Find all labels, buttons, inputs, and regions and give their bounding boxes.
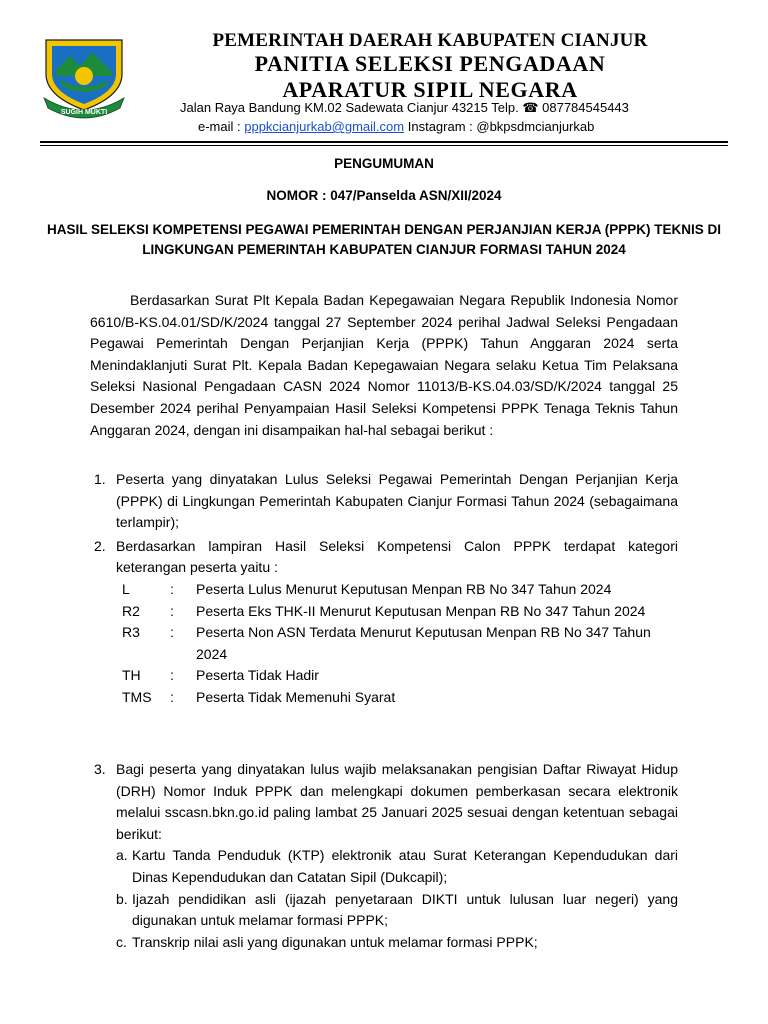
list-number: 3. [94, 761, 106, 777]
header-rule-thin [40, 145, 728, 146]
list-item [90, 536, 678, 579]
intro-paragraph: Berdasarkan Surat Plt Kepala Badan Kepegawaian Negara Republik Indonesia Nomor 6610/B-KS.04.01/SD/K/2024 tanggal 27 September 2024 perihal Jadwal Seleksi Pengadaan Pegawai Pemerintah Dengan Perjanjian Kerja (PPPK) Tahun Anggaran 2024 serta Menindaklanjuti Surat Plt. Kepala Badan Kepegawaian Negara selaku Ketua Tim Pelaksana Seleksi Nasional Pengadaan CASN 2024 Nomor 11013/B-KS.04.03/SD/K/2024 tanggal 25 Desember 2024 perihal Penyampaian Hasil Seleksi Kompetensi PPPK Tenaga Teknis Tahun Anggaran 2024, dengan ini disampaikan hal-hal sebagai berikut : [90, 292, 678, 438]
sub-list-letter: b. [116, 890, 128, 907]
sub-list-text: Ijazah pendidikan asli (ijazah penyetaraan DIKTI untuk lulusan luar negeri) yang digunakan untuk melamar formasi PPPK; [132, 890, 678, 929]
sub-list-item [116, 845, 678, 888]
list-number: 1. [94, 471, 106, 487]
header-rule [40, 141, 728, 143]
header-address: Jalan Raya Bandung KM.02 Sadewata Cianjur 43215 Telp. ☎ 087784545443 [180, 100, 629, 115]
separator: : [170, 688, 174, 705]
code: R3 [122, 624, 140, 641]
code: TH [122, 667, 141, 684]
code: R2 [122, 602, 140, 619]
cianjur-logo [40, 36, 128, 120]
separator: : [170, 624, 174, 641]
code: L [122, 580, 130, 597]
numbered-list-continued [90, 759, 678, 953]
sub-list-item [116, 932, 678, 954]
description: Peserta Lulus Menurut Keputusan Menpan RB No 347 Tahun 2024 [196, 580, 612, 597]
description: Peserta Tidak Memenuhi Syarat [196, 688, 396, 705]
description: Peserta Eks THK-II Menurut Keputusan Menpan RB No 347 Tahun 2024 [196, 602, 646, 619]
header-asn: APARATUR SIPIL NEGARA [282, 77, 578, 102]
separator: : [170, 580, 174, 597]
keterangan-table [122, 579, 678, 709]
code: TMS [122, 688, 152, 705]
list-number: 2. [94, 537, 106, 554]
email-link[interactable]: pppkcianjurkab@gmail.com [244, 119, 405, 134]
announcement-subject: HASIL SELEKSI KOMPETENSI PEGAWAI PEMERINTAH DENGAN PERJANJIAN KERJA (PPPK) TEKNIS DI LINGKUNGAN PEMERINTAH KABUPATEN CIANJUR FORMASI TAHUN 2024 [46, 222, 722, 257]
list-item [90, 759, 678, 845]
sub-list-text: Transkrip nilai asli yang digunakan untuk melamar formasi PPPK; [132, 933, 538, 950]
header-committee: PANITIA SELEKSI PENGADAAN [254, 51, 606, 76]
header-government: PEMERINTAH DAERAH KABUPATEN CIANJUR [212, 30, 648, 51]
email-label: e-mail : [198, 119, 245, 134]
description: Peserta Tidak Hadir [196, 667, 319, 684]
list-text: Peserta yang dinyatakan Lulus Seleksi Pegawai Pemerintah Dengan Perjanjian Kerja (PPPK) di Lingkungan Pemerintah Kabupaten Cianjur Formasi Tahun 2024 (sebagaimana terlampir); [116, 471, 678, 531]
sub-list-item [116, 889, 678, 932]
announcement-number: NOMOR : 047/Panselda ASN/XII/2024 [266, 188, 502, 203]
description: Peserta Non ASN Terdata Menurut Keputusan Menpan RB No 347 Tahun 2024 [196, 624, 651, 662]
header-contact [198, 119, 594, 134]
sub-list-letter: c. [116, 933, 127, 950]
list-text: Berdasarkan lampiran Hasil Seleksi Kompetensi Calon PPPK terdapat kategori keterangan peserta yaitu : [116, 537, 678, 576]
sub-list-text: Kartu Tanda Penduduk (KTP) elektronik atau Surat Keterangan Kependudukan dari Dinas Kependudukan dan Catatan Sipil (Dukcapil); [132, 847, 678, 885]
sub-list-letter: a. [116, 847, 128, 864]
list-item [90, 469, 678, 534]
instagram-label: Instagram : @bkpsdmcianjurkab [404, 119, 595, 134]
sub-list [90, 845, 678, 953]
list-text: Bagi peserta yang dinyatakan lulus wajib melaksanakan pengisian Daftar Riwayat Hidup (DRH) Nomor Induk PPPK dan melengkapi dokumen pemberkasan secara elektronik melalui sscasn.bkn.go.id paling lambat 25 Januari 2025 sesuai dengan ketentuan sebagai berikut: [116, 761, 678, 842]
separator: : [170, 667, 174, 684]
numbered-list [90, 469, 678, 709]
announcement-heading: PENGUMUMAN [334, 156, 434, 171]
separator: : [170, 602, 174, 619]
logo-motto: SUGIH MUKTI [60, 109, 108, 116]
body-text [90, 290, 678, 441]
